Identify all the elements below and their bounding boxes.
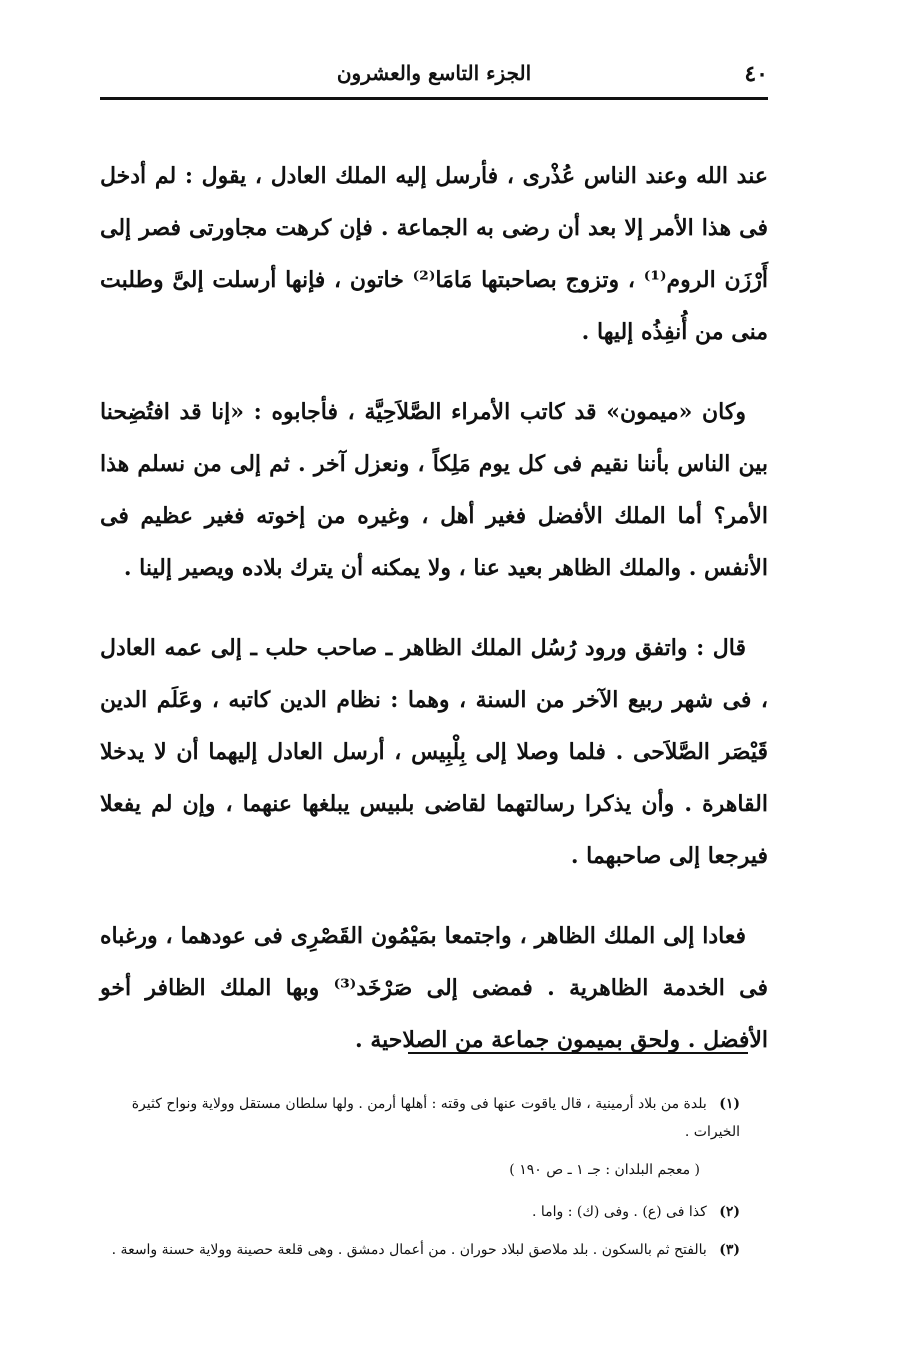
- footnote-text: كذا فى (ع) . وفى (ك) : واما .: [532, 1204, 707, 1220]
- main-text: [100, 150, 768, 1094]
- footnote-text: بلدة من بلاد أرمينية ، قال ياقوت عنها فى وقته : أهلها أرمن . ولها سلطان مستقل وولاية ونواح كثيرة الخيرات .: [131, 1096, 740, 1140]
- footnote-1: [100, 1090, 740, 1146]
- paragraph-4: فعادا إلى الملك الظاهر ، واجتمعا بمَيْمُون القَصْرِى فى عودهما ، ورغباه فى الخدمة الظاهرية . فمضى إلى صَرْخَد⁽³⁾ وبها الملك الظافر أخو الأفضل . ولحق بميمون جماعة من الصلاحية .: [100, 923, 768, 1053]
- footnote-rule: [408, 1052, 748, 1054]
- paragraph-1: عند الله وعند الناس عُذْرى ، فأرسل إليه الملك العادل ، يقول : لم أدخل فى هذا الأمر إلا بعد أن رضى به الجماعة . فإن كرهت مجاورتى فصر إلى أَرْزَن الروم⁽¹⁾ ، وتزوج بصاحبتها مَامَا⁽²⁾ خاتون ، فإنها أرسلت إلىَّ وطلبت منى من أُنفِذُه إليها .: [100, 163, 769, 345]
- header-rule: [100, 97, 768, 100]
- footnote-number: (٢): [719, 1204, 740, 1220]
- page-number: ٤٠: [744, 61, 768, 87]
- paragraph-2: وكان «ميمون» قد كاتب الأمراء الصَّلاَحِيَّة ، فأجابوه : «إنا قد افتُضِحنا بين الناس بأننا نقيم فى كل يوم مَلِكاً ، ونعزل آخر . ثم إلى من نسلم هذا الأمر؟ أما الملك الأفضل فغير أهل ، وغيره من إخوته فغير عظيم فى الأنفس . والملك الظاهر بعيد عنا ، ولا يمكنه أن يترك بلاده ويصير إلينا .: [100, 399, 768, 581]
- running-title: الجزء التاسع والعشرون: [336, 61, 532, 85]
- footnote-number: (٣): [719, 1242, 740, 1258]
- footnote-2: [100, 1198, 740, 1226]
- paragraph-3: قال : واتفق ورود رُسُل الملك الظاهر ـ صاحب حلب ـ إلى عمه العادل ، فى شهر ربيع الآخر من السنة ، وهما : نظام الدين كاتبه ، وعَلَم الدين قَيْصَر الصَّلاَحى . فلما وصلا إلى بِلْبِيس ، أرسل العادل إليهما أن لا يدخلا القاهرة . وأن يذكرا رسالتهما لقاضى بلبيس يبلغها عنهما ، وإن لم يفعلا فيرجعا إلى صاحبهما .: [100, 635, 768, 869]
- footnote-text: بالفتح ثم بالسكون . بلد ملاصق لبلاد حوران . من أعمال دمشق . وهى قلعة حصينة وولاية حسنة واسعة .: [111, 1242, 707, 1258]
- footnote-number: (١): [719, 1096, 740, 1112]
- footnote-source: ( معجم البلدان : جـ ١ ـ ص ١٩٠ ): [509, 1162, 700, 1178]
- page-header: [100, 55, 768, 95]
- footnotes: [100, 1090, 740, 1274]
- footnote-3: [100, 1236, 740, 1264]
